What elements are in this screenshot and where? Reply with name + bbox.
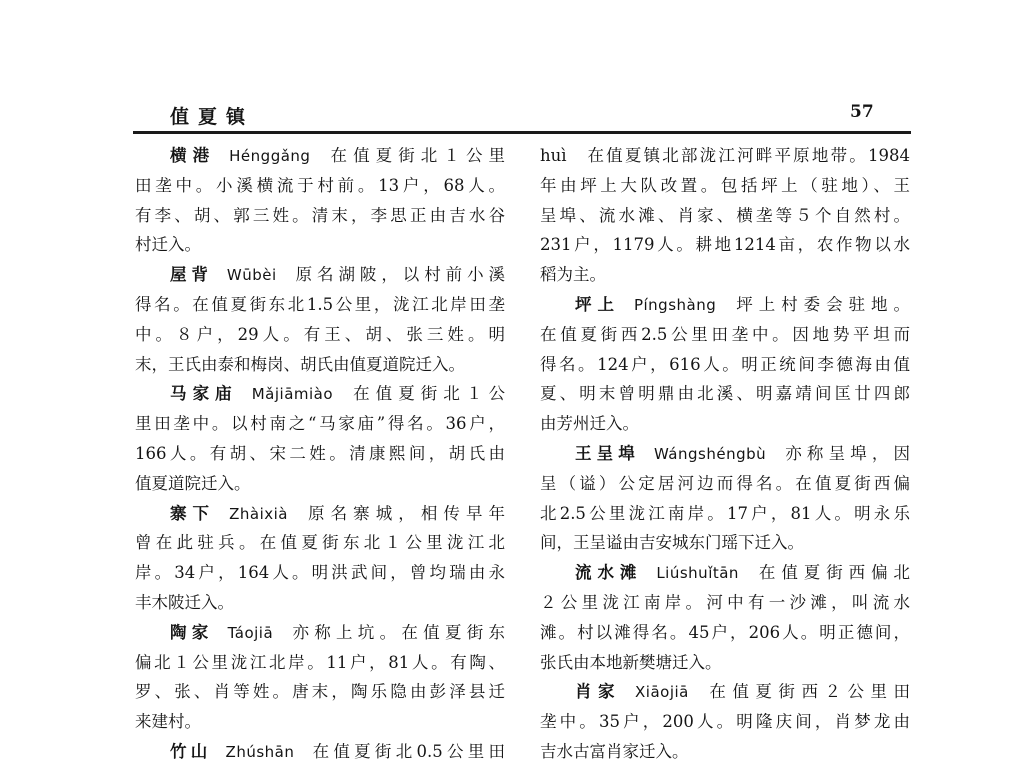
entry-heading-line (135, 618, 505, 648)
entry-pinyin: Hénggǎng (229, 147, 311, 165)
line-text: 夏、明末曾明鼎由北溪、明嘉靖间匡廿四郎 (540, 384, 910, 404)
entry-pinyin: Mǎjiāmiào (251, 385, 334, 404)
line-text: 在值夏街西偏北 (752, 563, 911, 583)
line-text: 呈埠、流水滩、肖家、横垄等５个自然村。 (540, 205, 910, 225)
line-text: 原名寨城，相传早年 (302, 503, 506, 523)
line-text: 得名。124户，616人。明正统间李德海由值 (540, 354, 910, 374)
text-line (135, 648, 505, 678)
text-line (540, 171, 910, 201)
line-text: 张氏由本地新樊塘迁入。 (540, 652, 722, 672)
line-text: 在值夏街西2.5公里田垄中。因地势平坦而 (540, 324, 910, 344)
line-text: 丰木陂迁入。 (135, 592, 234, 612)
line-text: 231户，1179人。耕地1214亩，农作物以水 (540, 235, 910, 255)
line-text: 在值夏街西２公里田 (702, 682, 911, 702)
line-text: 亦称上坑。在值夏街东 (287, 622, 506, 642)
text-line (540, 201, 910, 231)
entry-place-name: 流水滩 (575, 563, 643, 583)
entry-place-name: 坪上 (575, 294, 620, 314)
line-text: 稻为主。 (540, 265, 606, 285)
text-line (135, 201, 505, 231)
line-text: 岸。34户，164人。明洪武间，曾均瑞由永 (135, 563, 505, 583)
entry-place-name: 王呈埠 (575, 443, 640, 463)
line-text: 原名湖陂，以村前小溪 (290, 265, 506, 285)
entry-pinyin: Liúshuǐtān (656, 564, 739, 583)
text-line (540, 588, 910, 618)
left-column (135, 141, 505, 767)
line-text: 间，王呈谥由吉安城东门瑶下迁入。 (540, 533, 804, 553)
text-line (135, 677, 505, 707)
text-line (135, 469, 505, 499)
entry-pinyin: Wángshéngbù (653, 444, 767, 463)
line-text: 有李、胡、郭三姓。清末，李思正由吉水谷 (135, 205, 505, 225)
line-text: 田垄中。小溪横流于村前。13户，68人。 (135, 175, 505, 195)
entry-heading-line (135, 737, 505, 767)
entry-place-name: 竹山 (170, 741, 212, 761)
entry-pinyin: Xiāojiā (635, 683, 689, 702)
text-line (540, 618, 910, 648)
right-column (540, 141, 910, 767)
entry-place-name: 肖家 (575, 682, 622, 702)
line-text: 滩。村以滩得名。45户，206人。明正德间， (540, 622, 910, 642)
text-line (540, 409, 910, 439)
entry-pinyin: Píngshàng (633, 295, 717, 314)
entry-heading-line (540, 290, 910, 320)
text-line (540, 350, 910, 380)
page-number: 57 (850, 102, 874, 122)
text-line (540, 260, 910, 290)
entry-heading-line (135, 260, 505, 290)
line-text: 坪上村委会驻地。 (730, 294, 911, 314)
entry-place-name: 马家庙 (170, 384, 238, 404)
line-text: 罗、张、肖等姓。唐末，陶乐隐由彭泽县迁 (135, 682, 505, 702)
text-line (540, 379, 910, 409)
text-line (135, 320, 505, 350)
entry-pinyin: Táojiā (227, 623, 274, 642)
line-text: 曾在此驻兵。在值夏街东北１公里泷江北 (135, 533, 505, 553)
text-line (135, 290, 505, 320)
entry-place-name: 陶家 (170, 622, 214, 642)
text-line (540, 707, 910, 737)
text-line (135, 707, 505, 737)
text-line (540, 528, 910, 558)
line-text: 年由坪上大队改置。包括坪上（驻地）、王 (540, 175, 910, 195)
entry-place-name: 横港 (170, 146, 216, 165)
line-text: 吉水古富肖家迁入。 (540, 741, 689, 761)
line-text: 166人。有胡、宋二姓。清康熙间，胡氏由 (135, 443, 505, 463)
text-line (540, 648, 910, 678)
text-line (540, 320, 910, 350)
line-text: huì 在值夏镇北部泷江河畔平原地带。1984 (540, 146, 910, 165)
entry-heading-line (135, 141, 505, 171)
text-line (135, 409, 505, 439)
entry-pinyin: Zhàixià (229, 504, 289, 523)
line-text: 在值夏街北１公 (347, 384, 506, 404)
line-text: 在值夏街北１公里 (324, 146, 506, 165)
entry-heading-line (135, 379, 505, 409)
text-line (540, 737, 910, 767)
line-text: 里田垄中。以村南之“马家庙”得名。36户， (135, 414, 505, 434)
line-text: 由芳州迁入。 (540, 414, 639, 434)
text-line (540, 141, 910, 171)
entry-heading-line (540, 558, 910, 588)
line-text: 末，王氏由泰和梅岗、胡氏由值夏道院迁入。 (135, 354, 465, 374)
text-line (135, 439, 505, 469)
line-text: 垄中。35户，200人。明隆庆间，肖梦龙由 (540, 712, 910, 732)
page-header-title: 值夏镇 (170, 106, 255, 128)
entry-pinyin: Zhúshān (225, 742, 295, 761)
text-line (135, 350, 505, 380)
entry-place-name: 屋背 (170, 265, 213, 285)
line-text: 北2.5公里泷江南岸。17户，81人。明永乐 (540, 503, 910, 523)
line-text: 偏北１公里泷江北岸。11户，81人。有陶、 (135, 652, 505, 672)
entry-heading-line (540, 439, 910, 469)
line-text: 得名。在值夏街东北1.5公里，泷江北岸田垄 (135, 294, 505, 314)
header-rule (133, 131, 911, 134)
text-line (135, 171, 505, 201)
text-line (540, 230, 910, 260)
entry-heading-line (135, 499, 505, 529)
text-line (135, 588, 505, 618)
line-text: ２公里泷江南岸。河中有一沙滩，叫流水 (540, 592, 910, 612)
line-text: 呈（谥）公定居河边而得名。在值夏街西偏 (540, 473, 910, 493)
text-line (135, 230, 505, 260)
text-line (540, 469, 910, 499)
entry-place-name: 寨下 (170, 503, 216, 523)
text-line (135, 528, 505, 558)
line-text: 中。８户，29人。有王、胡、张三姓。明 (135, 324, 505, 344)
entry-heading-line (540, 677, 910, 707)
line-text: 来建村。 (135, 712, 201, 732)
text-line (540, 499, 910, 529)
line-text: 亦称呈埠，因 (780, 443, 911, 463)
entry-pinyin: Wūbèi (226, 266, 277, 285)
text-line (135, 558, 505, 588)
line-text: 在值夏街北0.5公里田 (308, 741, 506, 761)
line-text: 村迁入。 (135, 235, 201, 255)
line-text: 值夏道院迁入。 (135, 473, 251, 493)
